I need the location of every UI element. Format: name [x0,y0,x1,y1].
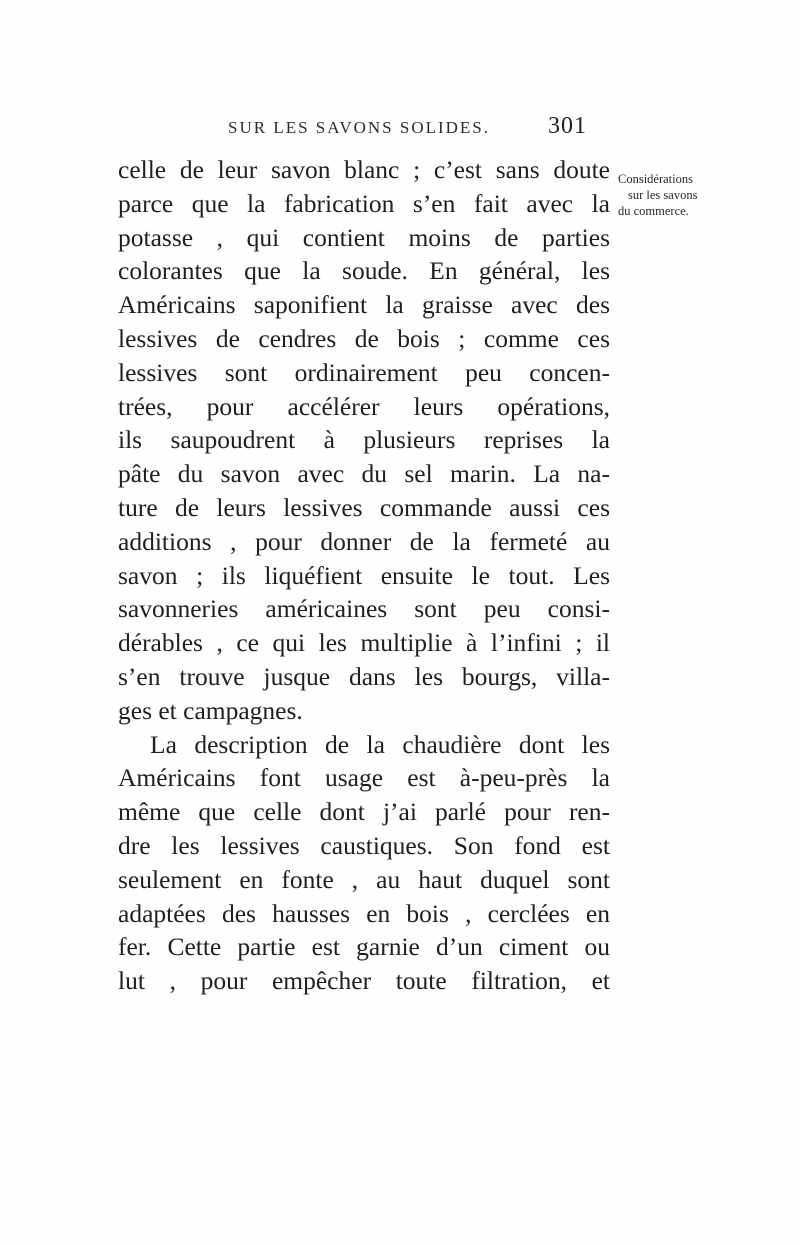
running-head: SUR LES SAVONS SOLIDES. [228,118,491,137]
text-line: s’en trouve jusque dans les bourgs, villa- [118,661,610,691]
text-line: celle de leur savon blanc ; c’est sans doute [118,155,610,184]
text-line: trées, pour accélérer leurs opérations, [118,391,610,421]
margin-note-line: Considérations [618,172,693,186]
text-line: dre les lessives caustiques. Son fond est [118,830,610,860]
text-line: ils saupoudrent à plusieurs reprises la [118,425,610,455]
text-line: ture de leurs lessives commande aussi ces [118,492,610,522]
text-line: savonneries américaines sont peu consi- [118,594,610,624]
text-line: fer. Cette partie est garnie d’un ciment ou [118,932,610,962]
text-line: colorantes que la soude. En général, les [118,256,610,286]
paragraph-end-line: ges et campagnes. [118,695,303,725]
paragraph-start-line: La description de la chaudière dont les [150,729,610,759]
text-line: même que celle dont j’ai parlé pour ren- [118,797,610,827]
text-line: pâte du savon avec du sel marin. La na- [118,459,610,489]
margin-note-line: du commerce. [618,204,689,218]
page-number: 301 [548,113,587,139]
text-line: lessives sont ordinairement peu concen- [118,357,610,387]
text-line: potasse , qui contient moins de parties [118,222,610,252]
body-text [118,153,610,998]
margin-note [618,171,722,219]
text-line: dérables , ce qui les multiplie à l’infini ; il [118,628,610,658]
text-line: savon ; ils liquéfient ensuite le tout. Les [118,560,610,590]
margin-note-line: sur les savons [628,188,698,202]
text-line: seulement en fonte , au haut duquel sont [118,864,610,894]
text-line: Américains saponifient la graisse avec des [118,290,610,320]
text-line: adaptées des hausses en bois , cerclées en [118,898,610,928]
text-line: lessives de cendres de bois ; comme ces [118,323,610,353]
text-line: Américains font usage est à-peu-près la [118,763,610,793]
text-line: lut , pour empêcher toute filtration, et [118,966,610,996]
text-line: additions , pour donner de la fermeté au [118,526,610,556]
text-line: parce que la fabrication s’en fait avec la [118,188,610,218]
